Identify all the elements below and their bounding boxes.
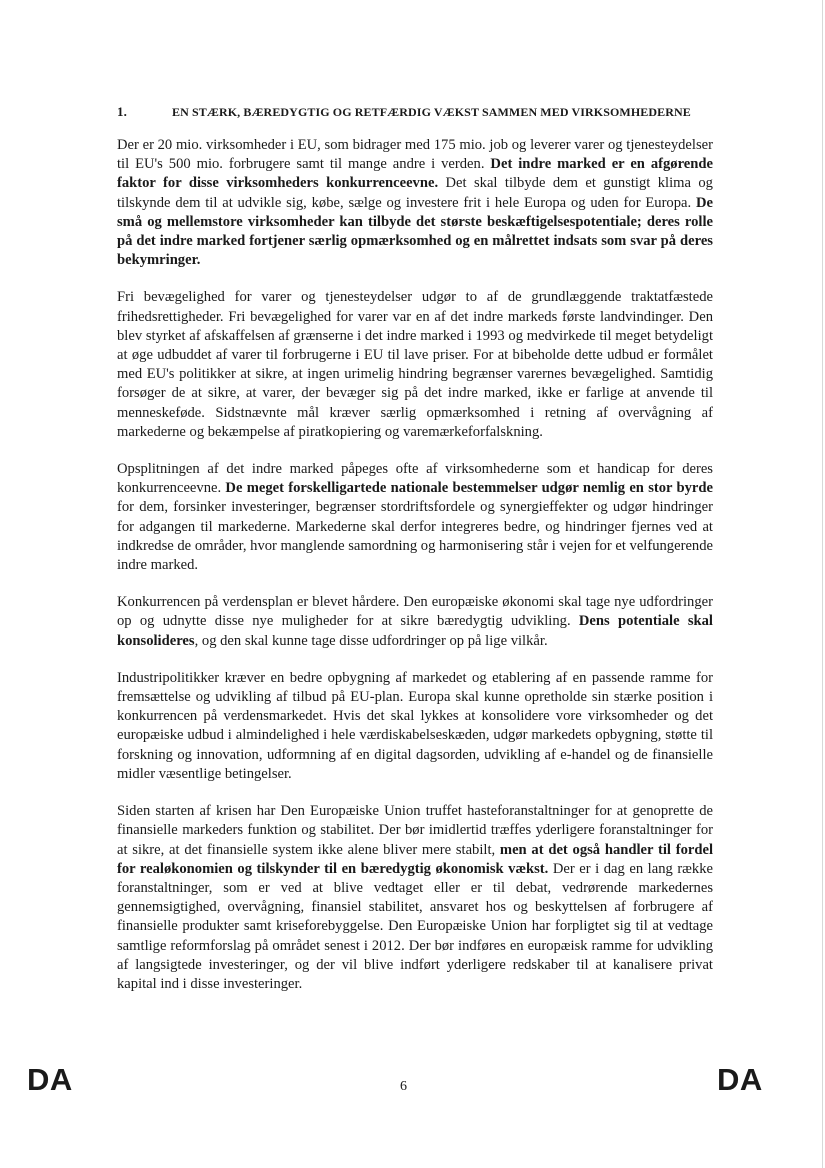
page-number: 6 xyxy=(400,1079,407,1094)
emphasized-text: men at det også handler til fordel for realøkonomien og tilskynder til en bæredygtig økonomisk vækst. xyxy=(117,841,713,877)
paragraph-text: Opsplitningen af det indre marked påpeges ofte af virksomhederne som et handicap for deres konkurrenceevne. xyxy=(117,461,713,497)
language-code-right: DA xyxy=(717,1062,763,1097)
paragraph-4 xyxy=(117,593,713,651)
emphasized-text: De små og mellemstore virksomheder kan tilbyde det største beskæftigelsespotentiale; deres rolle på det indre marked fortjener særlig opmærksomhed og en målrettet indsats som svar på deres bekymringer. xyxy=(117,194,713,269)
emphasized-text: De meget forskelligartede nationale bestemmelser udgør nemlig en stor byrde xyxy=(225,480,714,497)
paragraph-6 xyxy=(117,802,713,994)
paragraph-text: Fri bevægelighed for varer og tjenesteydelser udgør to af de grundlæggende traktatfæstede frihedsrettigheder. Fri bevægelighed for varer var en af det indre markeds første landvindinger. Den blev styrket af afskaffelsen af grænserne i det indre marked i 1993 og medvirkede til meget betydeligt at øge udbuddet af varer til forbrugerne i EU til lave priser. For at bibeholde dette udbud er formålet med EU's politikker at sikre, at ingen urimelig hindring begrænser varernes bevægelighed. Samtidig forsøger de at sikre, at varer, der bevæger sig på det indre marked, ikke er farlige at anvende til menneskeføde. Sidstnævnte mål kræver særlig opmærksomhed i retning af overvågning af markederne og bekæmpelse af piratkopiering og varemærkeforfalskning. xyxy=(117,289,713,440)
section-heading xyxy=(117,104,717,120)
section-title: EN STÆRK, BÆREDYGTIG OG RETFÆRDIG VÆKST SAMMEN MED VIRKSOMHEDERNE xyxy=(172,105,691,119)
paragraph-text: Siden starten af krisen har Den Europæiske Union truffet hasteforanstaltninger for at genoprette de finansielle markeders funktion og stabilitet. Der bør imidlertid træffes yderligere foranstaltninger for at sikre, at det finansielle system ikke alene bliver mere stabilt, xyxy=(117,803,713,858)
document-body xyxy=(117,136,713,1012)
paragraph-text: Der er i dag en lang række foranstaltninger, som er ved at blive vedtaget eller er til debat, vedrørende markedernes gennemsigtighed, overvågning, finansiel stabilitet, ansvaret hos og beskyttelsen af forbrugere af finansielle produkter samt kriseforebyggelse. Den Europæiske Union har forpligtet sig til at vedtage samtlige reformforslag på området senest i 2012. Der bør indføres en europæisk ramme for udvikling af langsigtede investeringer, og der vil blive indført yderligere redskaber til at kanalisere privat kapital ind i disse investeringer. xyxy=(117,860,713,992)
paragraph-3 xyxy=(117,460,713,575)
paragraph-text: Der er 20 mio. virksomheder i EU, som bidrager med 175 mio. job og leverer varer og tjenesteydelser til EU's 500 mio. forbrugere samt til mange andre i verden. xyxy=(117,137,713,173)
paragraph-text: for dem, forsinker investeringer, begrænser stordriftsfordele og synergieffekter og udgør hindringer for adgangen til markederne. Markederne skal derfor integreres bedre, og hindringer fjernes ved at indkredse de områder, hvor manglende samordning og harmonisering står i vejen for et velfungerende indre marked. xyxy=(117,499,713,574)
paragraph-text: , og den skal kunne tage disse udfordringer op på lige vilkår. xyxy=(194,632,548,649)
paragraph-text: Det skal tilbyde dem et gunstigt klima og tilskynde dem til at udvikle sig, købe, sælge og investere frit i hele Europa og uden for Europa. xyxy=(117,175,713,211)
paragraph-2 xyxy=(117,288,713,442)
emphasized-text: Dens potentiale skal konsolideres xyxy=(117,613,713,649)
scan-edge-line xyxy=(822,0,823,1168)
section-number: 1. xyxy=(117,104,127,119)
paragraph-5 xyxy=(117,669,713,784)
paragraph-text: Industripolitikker kræver en bedre opbygning af markedet og etablering af en passende ramme for fremsættelse og udvikling af tilbud på EU-plan. Europa skal kunne opretholde sin stærke position i konkurrencen på verdensmarkedet. Hvis det skal lykkes at konsolidere vore virksomheder og det europæiske udbud i almindelighed i hele værdiskabelseskæden, udgør markedets opbygning, støtte til forskning og innovation, udformning af en digital dagsorden, udvikling af e-handel og de finansielle midler væsentlige betingelser. xyxy=(117,669,713,782)
language-code-left: DA xyxy=(27,1062,73,1097)
paragraph-text: Konkurrencen på verdensplan er blevet hårdere. Den europæiske økonomi skal tage nye udfordringer op og udnytte disse nye muligheder for at sikre bæredygtig udvikling. xyxy=(117,594,713,630)
emphasized-text: Det indre marked er en afgørende faktor for disse virksomheders konkurrenceevne. xyxy=(117,156,713,192)
paragraph-1 xyxy=(117,136,713,270)
